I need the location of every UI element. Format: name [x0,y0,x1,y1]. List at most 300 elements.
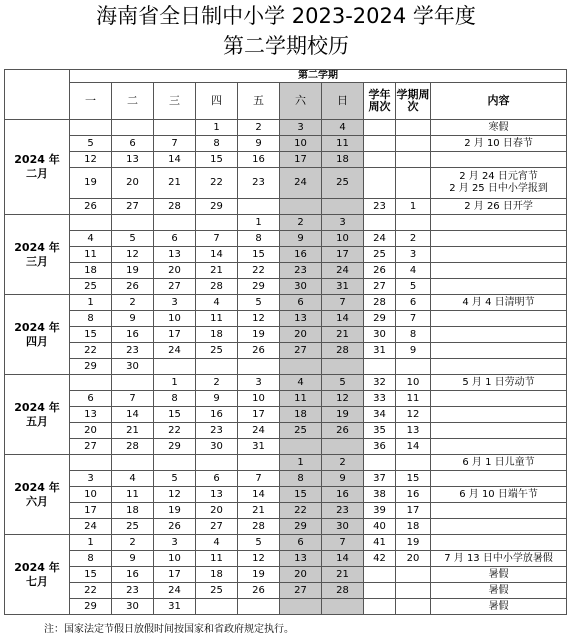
day-cell: 17 [280,152,322,168]
year-week-cell: 41 [364,535,396,551]
day-cell [154,215,196,231]
month-label: 2024 年 二月 [5,120,70,215]
year-week-cell: 30 [364,327,396,343]
day-cell: 15 [196,152,238,168]
day-cell: 11 [280,391,322,407]
term-week-cell [396,583,431,599]
day-cell: 8 [280,471,322,487]
day-cell: 21 [238,503,280,519]
term-week-cell: 16 [396,487,431,503]
term-week-cell: 4 [396,263,431,279]
day-cell: 11 [70,247,112,263]
content-cell [431,327,567,343]
year-week-cell [364,567,396,583]
corner-cell [5,70,70,120]
day-cell: 26 [70,199,112,215]
day-cell: 26 [154,519,196,535]
year-week-cell: 38 [364,487,396,503]
day-cell: 20 [280,567,322,583]
content-cell [431,391,567,407]
day-cell [322,199,364,215]
day-cell: 24 [70,519,112,535]
day-cell: 23 [112,343,154,359]
day-cell: 11 [196,551,238,567]
day-cell: 7 [322,535,364,551]
day-cell: 2 [196,375,238,391]
day-cell: 19 [70,168,112,199]
calendar-row [5,599,567,615]
term-week-cell: 13 [396,423,431,439]
term-week-cell: 11 [396,391,431,407]
day-cell: 15 [238,247,280,263]
day-cell: 4 [196,535,238,551]
day-cell: 30 [112,359,154,375]
year-week-cell: 33 [364,391,396,407]
day-cell: 20 [112,168,154,199]
day-cell: 27 [154,279,196,295]
day-cell: 8 [238,231,280,247]
day-cell: 23 [322,503,364,519]
day-cell [322,599,364,615]
content-cell [431,311,567,327]
content-cell: 寒假 [431,120,567,136]
content-cell [431,279,567,295]
day-cell: 10 [154,551,196,567]
year-week-cell: 34 [364,407,396,423]
calendar-row [5,551,567,567]
day-cell: 16 [280,247,322,263]
term-week-cell: 6 [396,295,431,311]
day-cell: 2 [280,215,322,231]
term-week-cell: 2 [396,231,431,247]
calendar-row [5,391,567,407]
calendar-row [5,295,567,311]
day-cell: 25 [280,423,322,439]
day-cell: 5 [112,231,154,247]
term-week-cell [396,599,431,615]
day-cell: 21 [196,263,238,279]
day-cell: 5 [238,535,280,551]
content-cell [431,231,567,247]
day-cell: 30 [196,439,238,455]
day-cell: 4 [322,120,364,136]
day-cell: 28 [322,343,364,359]
year-week-cell: 37 [364,471,396,487]
day-cell: 1 [70,535,112,551]
day-cell: 1 [238,215,280,231]
day-cell: 25 [322,168,364,199]
day-cell: 24 [154,583,196,599]
day-cell: 29 [70,359,112,375]
day-cell: 9 [280,231,322,247]
day-cell: 18 [112,503,154,519]
day-cell: 21 [154,168,196,199]
day-cell [154,120,196,136]
day-cell: 22 [280,503,322,519]
day-cell: 6 [280,295,322,311]
content-cell: 暑假 [431,567,567,583]
day-cell: 3 [322,215,364,231]
term-week-cell: 19 [396,535,431,551]
term-week-cell [396,152,431,168]
day-cell: 27 [196,519,238,535]
day-cell [112,120,154,136]
day-cell: 17 [238,407,280,423]
day-cell: 5 [238,295,280,311]
day-cell: 26 [322,423,364,439]
school-calendar-table [4,69,567,615]
term-week-cell: 12 [396,407,431,423]
day-cell: 31 [154,599,196,615]
day-cell [196,455,238,471]
term-week-cell [396,136,431,152]
calendar-row [5,199,567,215]
year-week-cell [364,359,396,375]
day-cell: 18 [280,407,322,423]
day-cell: 29 [154,439,196,455]
content-cell: 6 月 10 日端午节 [431,487,567,503]
day-cell: 15 [70,567,112,583]
day-cell: 6 [70,391,112,407]
month-label: 2024 年 三月 [5,215,70,295]
day-cell [196,215,238,231]
day-cell: 29 [238,279,280,295]
day-cell: 2 [238,120,280,136]
content-cell [431,471,567,487]
day-cell: 13 [196,487,238,503]
day-cell [70,375,112,391]
day-cell: 22 [196,168,238,199]
day-cell: 8 [196,136,238,152]
day-cell: 1 [70,295,112,311]
day-cell: 28 [238,519,280,535]
month-label: 2024 年 五月 [5,375,70,455]
day-cell: 27 [280,583,322,599]
day-cell: 12 [70,152,112,168]
content-cell [431,152,567,168]
term-week-cell: 14 [396,439,431,455]
day-cell [280,599,322,615]
calendar-row [5,471,567,487]
day-cell: 14 [238,487,280,503]
day-cell [280,199,322,215]
day-cell [238,359,280,375]
footnote: 注：国家法定节假日放假时间按国家和省政府规定执行。 [44,624,294,635]
day-cell: 14 [112,407,154,423]
content-cell [431,439,567,455]
year-week-cell [364,215,396,231]
content-cell: 2 月 26 日开学 [431,199,567,215]
year-week-cell: 28 [364,295,396,311]
term-week-cell: 15 [396,471,431,487]
day-cell: 19 [112,263,154,279]
day-cell [280,439,322,455]
term-week-header: 学期周次 [396,83,431,120]
content-cell: 2 月 24 日元宵节 2 月 25 日中小学报到 [431,168,567,199]
day-cell: 4 [112,471,154,487]
day-cell: 23 [238,168,280,199]
day-cell: 29 [280,519,322,535]
day-cell: 3 [154,535,196,551]
day-cell: 8 [154,391,196,407]
day-cell: 25 [196,583,238,599]
day-cell: 24 [154,343,196,359]
term-week-cell [396,455,431,471]
term-week-cell [396,215,431,231]
term-week-cell [396,567,431,583]
content-cell [431,535,567,551]
day-cell: 7 [154,136,196,152]
calendar-row [5,455,567,471]
day-cell: 8 [70,311,112,327]
day-cell [238,199,280,215]
term-week-cell: 20 [396,551,431,567]
day-cell [238,455,280,471]
day-cell: 29 [70,599,112,615]
content-cell: 7 月 13 日中小学放暑假 [431,551,567,567]
day-cell: 23 [196,423,238,439]
day-cell: 9 [322,471,364,487]
year-week-cell: 35 [364,423,396,439]
day-cell: 1 [154,375,196,391]
day-cell: 28 [322,583,364,599]
year-week-cell [364,168,396,199]
day-cell [70,120,112,136]
day-cell: 21 [112,423,154,439]
day-cell: 10 [322,231,364,247]
year-week-cell: 32 [364,375,396,391]
day-cell: 27 [280,343,322,359]
day-cell: 7 [322,295,364,311]
calendar-row [5,247,567,263]
year-week-cell [364,120,396,136]
year-week-cell [364,583,396,599]
day-cell: 16 [196,407,238,423]
day-cell: 9 [112,311,154,327]
day-cell: 25 [112,519,154,535]
day-cell: 16 [238,152,280,168]
day-cell: 24 [322,263,364,279]
year-week-header: 学年周次 [364,83,396,120]
term-week-cell: 18 [396,519,431,535]
content-cell [431,423,567,439]
day-cell: 2 [112,295,154,311]
content-cell [431,359,567,375]
term-week-cell: 7 [396,311,431,327]
content-cell: 5 月 1 日劳动节 [431,375,567,391]
day-cell: 13 [70,407,112,423]
content-cell: 4 月 4 日清明节 [431,295,567,311]
day-cell: 26 [238,583,280,599]
day-cell: 13 [154,247,196,263]
content-cell: 2 月 10 日春节 [431,136,567,152]
day-cell: 17 [322,247,364,263]
day-cell: 7 [196,231,238,247]
year-week-cell: 23 [364,199,396,215]
content-cell [431,519,567,535]
day-cell: 24 [238,423,280,439]
day-cell: 12 [238,551,280,567]
day-cell: 13 [112,152,154,168]
day-cell: 26 [112,279,154,295]
day-cell: 19 [322,407,364,423]
content-cell: 暑假 [431,599,567,615]
year-week-cell: 31 [364,343,396,359]
day-cell: 5 [70,136,112,152]
calendar-row [5,168,567,199]
year-week-cell: 24 [364,231,396,247]
day-cell: 12 [322,391,364,407]
calendar-row [5,359,567,375]
day-cell: 9 [112,551,154,567]
day-cell: 4 [196,295,238,311]
day-cell: 27 [70,439,112,455]
day-cell: 21 [322,327,364,343]
day-cell: 28 [196,279,238,295]
calendar-row [5,519,567,535]
year-week-cell [364,599,396,615]
term-week-cell: 8 [396,327,431,343]
day-cell: 10 [238,391,280,407]
calendar-row [5,311,567,327]
month-label: 2024 年 六月 [5,455,70,535]
day-cell [280,359,322,375]
month-label: 2024 年 四月 [5,295,70,375]
term-week-cell: 3 [396,247,431,263]
year-week-cell: 39 [364,503,396,519]
day-cell [70,455,112,471]
year-week-cell: 29 [364,311,396,327]
day-cell: 28 [154,199,196,215]
day-cell: 20 [70,423,112,439]
day-cell: 9 [196,391,238,407]
day-cell [196,359,238,375]
day-cell: 23 [280,263,322,279]
day-cell: 5 [322,375,364,391]
day-cell: 6 [196,471,238,487]
day-cell: 25 [196,343,238,359]
day-cell: 18 [196,567,238,583]
day-cell [154,359,196,375]
term-week-cell [396,359,431,375]
day-cell: 4 [70,231,112,247]
calendar-row [5,423,567,439]
calendar-row [5,487,567,503]
content-cell [431,263,567,279]
month-label: 2024 年 七月 [5,535,70,615]
day-cell [70,215,112,231]
day-cell: 21 [322,567,364,583]
day-cell: 6 [154,231,196,247]
day-cell: 10 [154,311,196,327]
day-cell: 12 [154,487,196,503]
weekday-wed: 三 [154,83,196,120]
calendar-row [5,343,567,359]
day-cell: 10 [70,487,112,503]
content-cell [431,503,567,519]
content-cell [431,215,567,231]
day-cell: 13 [280,551,322,567]
day-cell: 22 [154,423,196,439]
day-cell: 14 [322,311,364,327]
day-cell: 8 [70,551,112,567]
day-cell: 4 [280,375,322,391]
term-week-cell [396,120,431,136]
day-cell: 2 [112,535,154,551]
day-cell: 1 [196,120,238,136]
day-cell: 27 [112,199,154,215]
calendar-row [5,231,567,247]
day-cell: 15 [280,487,322,503]
day-cell: 10 [280,136,322,152]
page-title: 海南省全日制中小学 2023-2024 学年度 [96,4,476,28]
day-cell: 18 [196,327,238,343]
term-week-cell: 5 [396,279,431,295]
day-cell: 31 [238,439,280,455]
weekday-sun: 日 [322,83,364,120]
day-cell: 11 [112,487,154,503]
calendar-row [5,120,567,136]
day-cell: 30 [322,519,364,535]
day-cell: 16 [112,327,154,343]
day-cell: 17 [70,503,112,519]
term-week-cell [396,168,431,199]
year-week-cell: 36 [364,439,396,455]
day-cell: 19 [238,567,280,583]
day-cell: 29 [196,199,238,215]
calendar-row [5,263,567,279]
day-cell: 23 [112,583,154,599]
day-cell: 3 [238,375,280,391]
content-cell: 6 月 1 日儿童节 [431,455,567,471]
calendar-row [5,567,567,583]
day-cell [322,439,364,455]
term-week-cell: 10 [396,375,431,391]
day-cell [112,455,154,471]
day-cell: 24 [280,168,322,199]
weekday-mon: 一 [70,83,112,120]
day-cell: 19 [238,327,280,343]
calendar-row [5,215,567,231]
day-cell: 18 [70,263,112,279]
day-cell: 20 [280,327,322,343]
year-week-cell: 27 [364,279,396,295]
year-week-cell: 26 [364,263,396,279]
day-cell: 22 [70,583,112,599]
year-week-cell [364,136,396,152]
weekday-tue: 二 [112,83,154,120]
content-header: 内容 [431,83,567,120]
calendar-row [5,503,567,519]
day-cell: 7 [112,391,154,407]
day-cell: 26 [238,343,280,359]
year-week-cell: 40 [364,519,396,535]
year-week-cell: 42 [364,551,396,567]
day-cell: 25 [70,279,112,295]
calendar-row [5,407,567,423]
calendar-row [5,375,567,391]
content-cell [431,343,567,359]
day-cell: 12 [238,311,280,327]
day-cell: 13 [280,311,322,327]
day-cell: 14 [154,152,196,168]
day-cell: 18 [322,152,364,168]
day-cell: 19 [154,503,196,519]
day-cell: 11 [322,136,364,152]
day-cell: 15 [154,407,196,423]
weekday-thu: 四 [196,83,238,120]
weekday-fri: 五 [238,83,280,120]
